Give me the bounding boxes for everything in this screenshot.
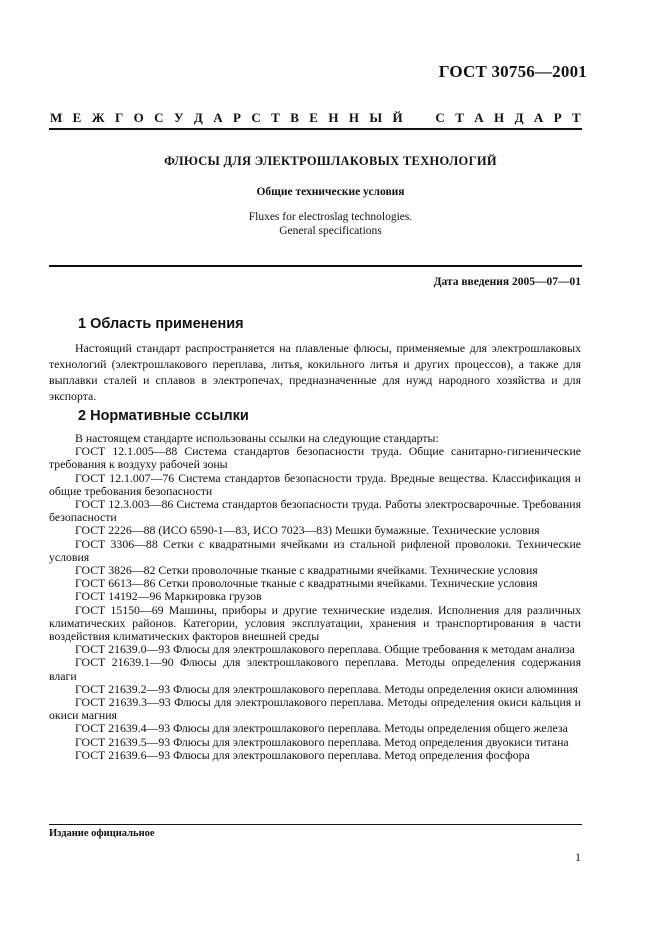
reference-item: ГОСТ 21639.5—93 Флюсы для электрошлакового переплава. Метод определения двуокиси титана [75,734,569,749]
banner-letter: Н [328,110,339,125]
reference-item: ГОСТ 12.3.003—86 Система стандартов безопасности труда. Работы электросварочные. Требования безопасности [49,497,581,525]
reference-item: ГОСТ 21639.4—93 Флюсы для электрошлакового переплава. Методы определения общего железа [75,721,568,736]
banner-letter: В [290,110,299,125]
banner-letter: С [251,110,261,125]
header-rule [49,128,582,130]
banner-letter: Г [114,110,124,125]
document-subtitle: Общие технические условия [256,186,405,198]
standard-code: ГОСТ 30756—2001 [438,62,587,81]
banner-letter: Н [348,110,359,125]
references-intro: В настоящем стандарте использованы ссылки на следующие стандарты: [75,431,439,445]
references-list [49,432,581,762]
reference-item: ГОСТ 21639.3—93 Флюсы для электрошлакового переплава. Методы определения окиси кальция и окиси магния [49,695,581,723]
reference-item: ГОСТ 2226—88 (ИСО 6590-1—83, ИСО 7023—83) Мешки бумажные. Технические условия [75,523,540,538]
banner-letter: С [435,110,445,125]
reference-item: ГОСТ 3826—82 Сетки проволочные тканые с квадратными ячейками. Технические условия [75,563,538,578]
banner-letter: Т [455,110,464,125]
banner-letter: Р [233,110,241,125]
reference-item: ГОСТ 14192—96 Маркировка грузов [75,589,262,604]
english-title-line: Fluxes for electroslag technologies. [248,211,413,223]
banner-letter: Д [514,110,524,125]
reference-item: ГОСТ 21639.6—93 Флюсы для электрошлакового переплава. Метод определения фосфора [75,747,530,762]
interstate-standard-banner [50,110,581,126]
banner-letter: А [533,110,544,125]
section-heading-references: 2 Нормативные ссылки [78,408,249,424]
banner-letter: Ы [369,110,383,125]
reference-item: ГОСТ 12.1.005—88 Система стандартов безопасности труда. Общие санитарно-гигиенические требования к воздуху рабочей зоны [49,444,581,472]
banner-letter: Й [392,110,403,125]
section-heading-scope: 1 Область применения [78,316,244,332]
banner-letter: Д [193,110,203,125]
scope-paragraph: Настоящий стандарт распространяется на плавленые флюсы, применяемые для электрошлаковых технологий (электрошлакового переплава, литья, кокильного литья и других процессов), а также для выплавки сталей и сплавов в электропечах, предназначенные для нужд народного хозяйства и для экспорта. [49,341,581,403]
banner-letter: Ж [91,110,105,125]
document-title: ФЛЮСЫ ДЛЯ ЭЛЕКТРОШЛАКОВЫХ ТЕХНОЛОГИЙ [164,154,497,168]
reference-item: ГОСТ 6613—86 Сетки проволочные тканые с квадратными ячейками. Технические условия [75,576,538,591]
english-title [0,210,661,238]
reference-item: ГОСТ 21639.2—93 Флюсы для электрошлакового переплава. Методы определения окиси алюминия [75,681,578,696]
reference-item: ГОСТ 21639.0—93 Флюсы для электрошлакового переплава. Общие требования к методам анализа [75,642,575,657]
banner-letter: О [133,110,144,125]
reference-item: ГОСТ 21639.1—90 Флюсы для электрошлакового переплава. Методы определения содержания влаги [49,655,581,683]
banner-letter: Е [72,110,82,125]
banner-letter: А [213,110,223,125]
banner-letter: У [173,110,184,125]
english-title-line: General specifications [279,225,382,237]
banner-letter: Р [553,110,562,125]
introduction-date: Дата введения 2005—07—01 [433,276,581,288]
banner-letter: А [474,110,484,125]
page-number: 1 [575,850,581,864]
footer-rule [49,824,582,825]
banner-letter: Е [309,110,318,125]
reference-item: ГОСТ 12.1.007—76 Система стандартов безопасности труда. Вредные вещества. Классификация и общие требования безопасности [49,470,581,498]
reference-item: ГОСТ 15150—69 Машины, приборы и другие технические изделия. Исполнения для различных климатических районов. Категории, условия эксплуатации, хранения и транспортирования в части воздействия климатических факторов внешней среды [49,602,581,644]
reference-item: ГОСТ 3306—88 Сетки с квадратными ячейками из стальной рифленой проволоки. Технические условия [49,536,581,564]
banner-letter: Т [572,110,581,125]
banner-letter: Н [494,110,505,125]
banner-letter: М [50,110,63,125]
banner-letter: С [154,110,164,125]
banner-gap [413,110,425,126]
banner-letter: Т [271,110,280,125]
official-edition-label: Издание официальное [49,828,155,839]
title-rule [49,265,582,267]
